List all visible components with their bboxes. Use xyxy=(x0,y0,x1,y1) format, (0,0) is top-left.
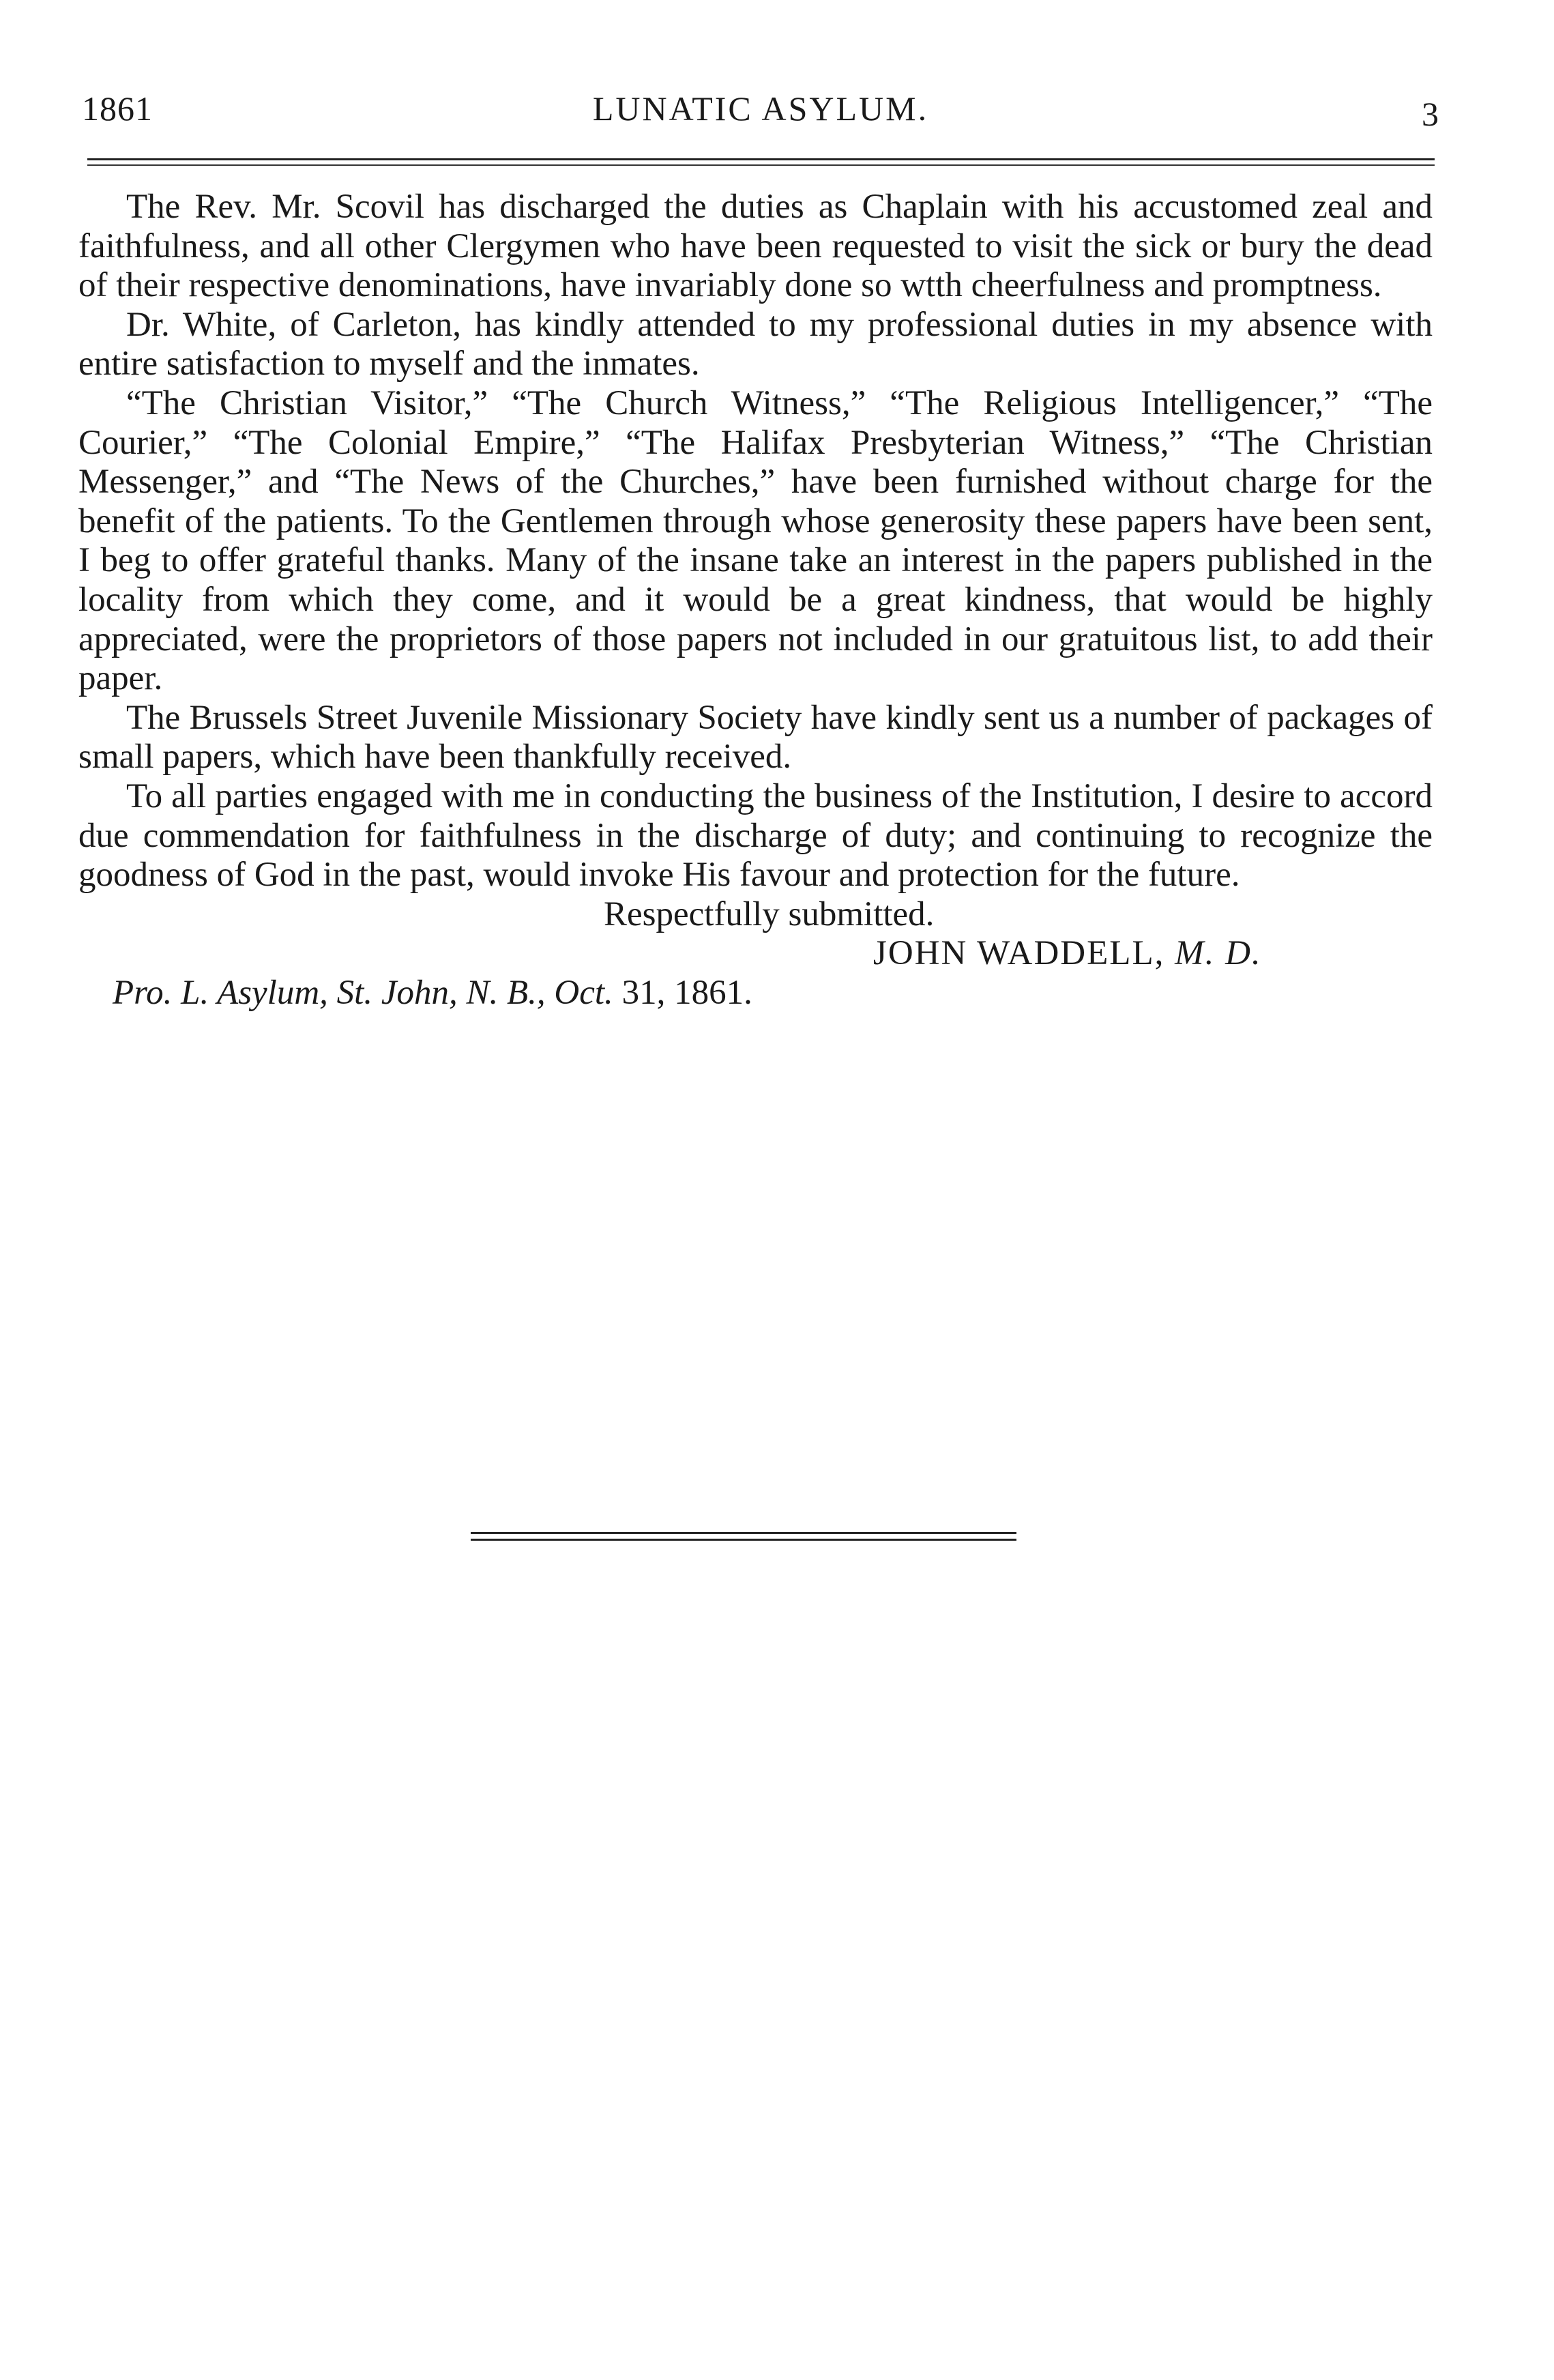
signature-degree: M. D. xyxy=(1175,934,1262,973)
paragraph-dr-white: Dr. White, of Carleton, has kindly attended to my professional duties in my absence with entire satisfaction to myself and the inmates. xyxy=(78,305,1433,383)
end-rule xyxy=(471,1532,1016,1534)
paragraph-chaplain: The Rev. Mr. Scovil has discharged the duties as Chaplain with his accustomed zeal and faithfulness, and all other Clergymen who have been requested to visit the sick or bury the dead of their respective denominations, have invariably done so wtth cheerfulness and promptness. xyxy=(78,188,1433,305)
place-and-date xyxy=(78,974,1433,1013)
date-text: 31, 1861. xyxy=(621,973,752,1012)
paragraph-newspapers: “The Christian Visitor,” “The Church Witness,” “The Religious Intelligencer,” “The Courier,” “The Colonial Empire,” “The Halifax Presbyterian Witness,” “The Christian Messenger,” and “The News of the Churches,” have been furnished without charge for the benefit of the patients. To the Gentlemen through whose generosity these papers have been sent, I beg to offer grateful thanks. Many of the insane take an interest in the papers published in the locality from which they come, and it would be a great kindness, that would be highly appreciated, were the proprietors of those papers not included in our gratuitous list, to add their paper. xyxy=(78,383,1433,698)
end-rule-secondary xyxy=(471,1539,1016,1541)
closing-line: Respectfully submitted. xyxy=(604,895,935,933)
signature-name: JOHN WADDELL, xyxy=(873,934,1165,973)
header-year: 1861 xyxy=(82,89,153,128)
header-rule-secondary xyxy=(87,164,1435,166)
running-header xyxy=(82,89,1439,143)
header-title: LUNATIC ASYLUM. xyxy=(592,89,929,128)
page-number: 3 xyxy=(1422,95,1439,133)
header-rule xyxy=(87,158,1435,160)
signature xyxy=(78,934,1433,974)
place-text: Pro. L. Asylum, St. John, N. B., Oct. xyxy=(113,973,613,1012)
report-body xyxy=(78,188,1433,1013)
paragraph-missionary-society: The Brussels Street Juvenile Missionary Society have kindly sent us a number of packages of small papers, which have been thankfully received. xyxy=(78,698,1433,777)
paragraph-commendation: To all parties engaged with me in conducting the business of the Institution, I desire to accord due commendation for faithfulness in the discharge of duty; and continuing to recognize the goodness of God in the past, would invoke His favour and protection for the future. xyxy=(78,777,1433,895)
